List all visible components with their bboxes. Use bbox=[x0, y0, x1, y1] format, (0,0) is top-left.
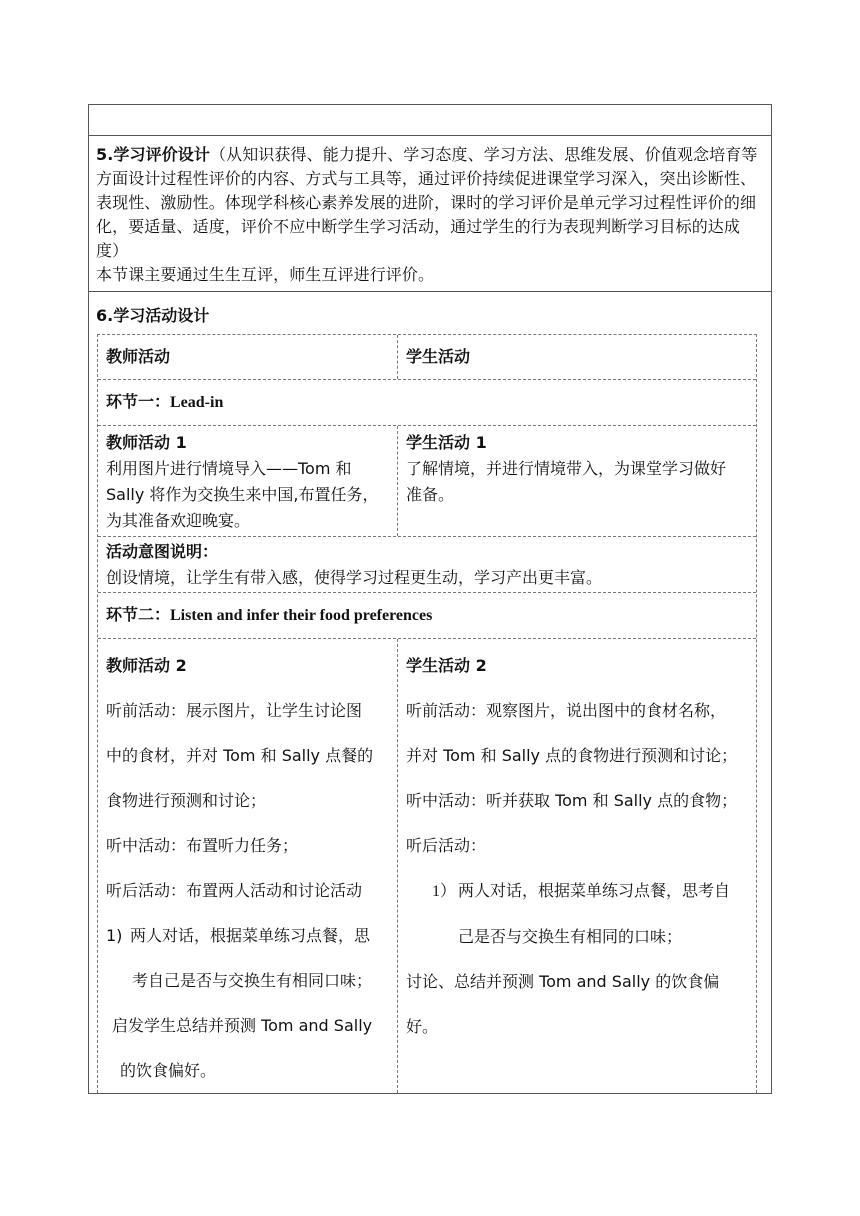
header-row bbox=[98, 335, 756, 380]
stage2-teacher-item bbox=[106, 913, 389, 958]
stage1-teacher-label: 教师活动 1 bbox=[106, 433, 187, 452]
stage1-student-label: 学生活动 1 bbox=[406, 433, 487, 452]
stage2-student-cell bbox=[398, 639, 756, 1093]
item-number: 1) bbox=[106, 926, 123, 945]
stage2-student-line: 听前活动：观察图片，说出图中的食材名称， bbox=[406, 701, 727, 720]
stage2-title-row bbox=[98, 593, 756, 639]
evaluation-summary: 本节课主要通过生生互评，师生互评进行评价。 bbox=[96, 265, 435, 284]
stage2-student-item bbox=[406, 868, 748, 914]
stage1-teacher-line: Sally 将作为交换生来中国,布置任务， bbox=[106, 485, 379, 504]
stage1-intent-cell bbox=[98, 537, 756, 592]
activities-table bbox=[97, 334, 757, 1093]
stage2-teacher-line: 中的食材，并对 Tom 和 Sally 点餐的 bbox=[106, 746, 374, 765]
stage1-title-row bbox=[98, 380, 756, 426]
stage1-title: 环节一：Lead-in bbox=[106, 394, 224, 411]
stage2-student-line: 听中活动：听并获取 Tom 和 Sally 点的食物； bbox=[406, 791, 738, 810]
teacher-activity-header: 教师活动 bbox=[98, 335, 398, 379]
stage1-activity-row bbox=[98, 426, 756, 537]
stage1-student-cell bbox=[398, 426, 756, 536]
document-table bbox=[88, 104, 772, 1094]
stage2-teacher-label: 教师活动 2 bbox=[106, 656, 187, 675]
stage2-teacher-item-cont: 考自己是否与交换生有相同口味； bbox=[132, 971, 373, 990]
intent-label: 活动意图说明： bbox=[106, 542, 219, 561]
stage2-activity-row bbox=[98, 639, 756, 1093]
stage1-student-line: 准备。 bbox=[406, 485, 455, 504]
stage2-student-label: 学生活动 2 bbox=[406, 656, 487, 675]
stage2-teacher-line: 听后活动：布置两人活动和讨论活动 bbox=[106, 881, 363, 900]
stage2-teacher-line: 听前活动：展示图片，让学生讨论图 bbox=[106, 701, 363, 720]
evaluation-section bbox=[89, 136, 771, 292]
stage1-intent-row bbox=[98, 537, 756, 593]
stage2-student-item-cont: 己是否与交换生有相同的口味； bbox=[458, 927, 683, 946]
stage2-teacher-cell bbox=[98, 639, 398, 1093]
stage2-teacher-summary: 启发学生总结并预测 Tom and Sally bbox=[112, 1016, 373, 1035]
activities-title: 6.学习活动设计 bbox=[96, 306, 210, 325]
evaluation-heading: 5.学习评价设计 bbox=[96, 145, 211, 164]
stage2-student-line: 并对 Tom 和 Sally 点的食物进行预测和讨论； bbox=[406, 746, 738, 765]
empty-row bbox=[89, 105, 771, 136]
stage2-student-summary: 讨论、总结并预测 Tom and Sally 的饮食偏好。 bbox=[406, 972, 720, 1036]
item-text: 两人对话，根据菜单练习点餐，思 bbox=[130, 926, 371, 945]
evaluation-description: （从知识获得、能力提升、学习态度、学习方法、思维发展、价值观念培育等方面设计过程性评价的内容、方式与工具等，通过评价持续促进课堂学习深入，突出诊断性、表现性、激励性。体现学科核心素养发展的进阶，课时的学习评价是单元学习过程性评价的细化，要适量、适度，评价不应中断学生学习活动，通过学生的行为表现判断学习目标的达成度） bbox=[96, 145, 758, 260]
student-activity-header: 学生活动 bbox=[406, 347, 471, 366]
item-text: 两人对话，根据菜单练习点餐，思考自 bbox=[458, 881, 731, 900]
item-number: 1） bbox=[432, 883, 457, 900]
stage1-teacher-line: 为其准备欢迎晚宴。 bbox=[106, 511, 251, 530]
stage2-student-line: 听后活动： bbox=[406, 836, 487, 855]
stage2-title: 环节二：Listen and infer their food preferences bbox=[106, 607, 433, 624]
intent-text: 创设情境，让学生有带入感，使得学习过程更生动，学习产出更丰富。 bbox=[106, 568, 603, 587]
stage1-teacher-cell bbox=[98, 426, 398, 536]
stage2-teacher-summary: 的饮食偏好。 bbox=[120, 1061, 217, 1080]
stage1-student-line: 了解情境，并进行情境带入，为课堂学习做好 bbox=[406, 459, 727, 478]
stage2-teacher-line: 听中活动：布置听力任务； bbox=[106, 836, 299, 855]
stage1-teacher-line: 利用图片进行情境导入——Tom 和 bbox=[106, 459, 352, 478]
stage2-teacher-line: 食物进行预测和讨论； bbox=[106, 791, 267, 810]
